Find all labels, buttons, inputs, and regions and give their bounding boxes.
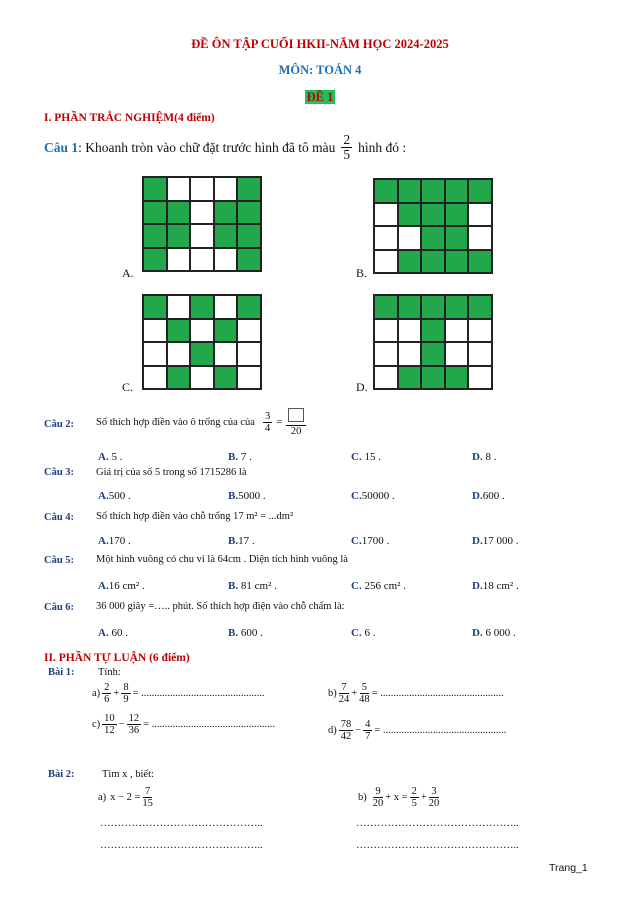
figure-a-label: A. [122, 266, 134, 280]
q5-text: Một hình vuông có chu vi là 64cm . Diện tích hình vuông là [96, 554, 348, 565]
q4-option-c[interactable]: C.1700 . [351, 535, 390, 547]
shaded-cell [167, 224, 191, 248]
shaded-cell [143, 224, 167, 248]
b2-text: Tìm x , biết: [102, 769, 154, 780]
shaded-cell [237, 177, 261, 201]
figure-a-grid [142, 176, 262, 272]
shaded-cell [421, 366, 445, 390]
shaded-cell [445, 295, 469, 319]
shaded-cell [421, 319, 445, 343]
q6-option-b[interactable]: B. 600 . [228, 627, 263, 639]
q2-option-b[interactable]: B. 7 . [228, 451, 252, 463]
shaded-cell [421, 250, 445, 274]
q5-option-b[interactable]: B. 81 cm² . [228, 580, 277, 592]
q2-text: Số thích hợp điền vào ô trống của của [96, 417, 255, 429]
grid-cell [374, 342, 398, 366]
shaded-cell [445, 179, 469, 203]
b1-item-c: c) $\frac{10}{12}$ − $\frac{12}{36}$ = ............................................... [92, 713, 276, 737]
part2-heading: II. PHẦN TỰ LUẬN (6 điểm) [44, 652, 190, 664]
grid-cell [167, 177, 191, 201]
shaded-cell [398, 295, 422, 319]
grid-cell [214, 177, 238, 201]
grid-cell [143, 342, 167, 366]
page-number: Trang_1 [549, 862, 588, 874]
b2-item-a: a) x − 2 = $\frac{7}{15}$ [98, 786, 153, 810]
shaded-cell [374, 295, 398, 319]
shaded-cell [237, 224, 261, 248]
page-title: ĐỀ ÔN TẬP CUỐI HKII-NĂM HỌC 2024-2025 [191, 37, 449, 51]
grid-cell [190, 366, 214, 390]
b2-b-line-2[interactable]: ……………………………………….. [356, 840, 519, 851]
q6-option-d[interactable]: D. 6 000 . [472, 627, 516, 639]
exam-code-wrap [0, 88, 640, 106]
grid-cell [214, 295, 238, 319]
q3-option-b[interactable]: B.5000 . [228, 490, 266, 502]
grid-cell [398, 342, 422, 366]
q2-line: Số thích hợp điền vào ô trống của của $\frac{3}{4}$ = 20 [96, 408, 308, 437]
q1-frac-den: 5 [343, 147, 351, 163]
shaded-cell [468, 250, 492, 274]
q5-label: Câu 5: [44, 555, 75, 566]
shaded-cell [374, 179, 398, 203]
q4-label: Câu 4: [44, 512, 75, 523]
q4-text: Số thích hợp điền vào chỗ trống 17 m² = ...dm² [96, 511, 294, 522]
shaded-cell [398, 179, 422, 203]
q1-label: Câu 1 [44, 139, 79, 155]
q2-option-c[interactable]: C. 15 . [351, 451, 381, 463]
q3-option-a[interactable]: A.500 . [98, 490, 131, 502]
shaded-cell [190, 295, 214, 319]
q6-option-a[interactable]: A. 60 . [98, 627, 128, 639]
q1-frac-num: 2 [343, 132, 351, 147]
shaded-cell [445, 366, 469, 390]
shaded-cell [398, 203, 422, 227]
q1-fraction [341, 133, 352, 162]
grid-cell [468, 226, 492, 250]
b1-item-a: a) $\frac{2}{6}$ + $\frac{8}{9}$ = ............................................... [92, 682, 265, 706]
q2-lhs-fraction [263, 411, 272, 434]
grid-cell [214, 342, 238, 366]
q2-lhs-den: 4 [264, 423, 271, 435]
grid-cell [167, 342, 191, 366]
q5-option-d[interactable]: D.18 cm² . [472, 580, 519, 592]
grid-cell [468, 342, 492, 366]
grid-cell [468, 366, 492, 390]
b1-text: Tính: [98, 667, 121, 678]
shaded-cell [167, 319, 191, 343]
grid-cell [190, 224, 214, 248]
figure-b-label: B. [356, 266, 368, 280]
shaded-cell [398, 250, 422, 274]
shaded-cell [237, 295, 261, 319]
subject-title: MÔN: TOÁN 4 [278, 63, 362, 77]
shaded-cell [190, 342, 214, 366]
b1-item-b: b) $\frac{7}{24}$ + $\frac{5}{48}$ = ............................................... [328, 682, 504, 706]
q3-label: Câu 3: [44, 467, 75, 478]
grid-cell [167, 248, 191, 272]
q6-text: 36 000 giây =….. phút. Số thích hợp điện vào chỗ chấm là: [96, 601, 345, 612]
q4-option-b[interactable]: B.17 . [228, 535, 255, 547]
grid-cell [374, 203, 398, 227]
q4-option-a[interactable]: A.170 . [98, 535, 131, 547]
grid-cell [468, 203, 492, 227]
q3-option-d[interactable]: D.600 . [472, 490, 505, 502]
q6-label: Câu 6: [44, 602, 75, 613]
figure-c-label: C. [122, 380, 134, 394]
shaded-cell [398, 366, 422, 390]
q5-option-c[interactable]: C. 256 cm² . [351, 580, 406, 592]
grid-cell [237, 342, 261, 366]
q1-text-after: hình đó : [358, 139, 407, 155]
shaded-cell [421, 179, 445, 203]
b1-a-blank[interactable]: = ............................................... [132, 688, 265, 700]
shaded-cell [445, 226, 469, 250]
shaded-cell [214, 224, 238, 248]
q2-rhs-fraction [286, 408, 306, 437]
grid-cell [374, 366, 398, 390]
q2-option-d[interactable]: D. 8 . [472, 451, 497, 463]
b2-b-line-1[interactable]: ……………………………………….. [356, 818, 519, 829]
shaded-cell [421, 342, 445, 366]
grid-cell [445, 342, 469, 366]
grid-cell [190, 177, 214, 201]
q5-option-a[interactable]: A.16 cm² . [98, 580, 145, 592]
exam-code: ĐỀ 1 [306, 90, 334, 104]
q3-option-c[interactable]: C.50000 . [351, 490, 395, 502]
q3-text: Giá trị của số 5 trong số 1715286 là [96, 467, 247, 478]
shaded-cell [237, 201, 261, 225]
shaded-cell [421, 295, 445, 319]
grid-cell [190, 201, 214, 225]
q2-lhs-num: 3 [264, 411, 271, 422]
q4-option-d[interactable]: D.17 000 . [472, 535, 519, 547]
shaded-cell [167, 201, 191, 225]
grid-cell [190, 319, 214, 343]
b1-b-blank[interactable]: = ............................................... [371, 688, 504, 700]
b2-label: Bài 2: [48, 769, 75, 780]
shaded-cell [237, 248, 261, 272]
figure-d-grid [373, 294, 493, 390]
shaded-cell [143, 201, 167, 225]
figure-b-grid [373, 178, 493, 274]
shaded-cell [167, 366, 191, 390]
b1-d-blank[interactable]: = ............................................... [374, 725, 507, 737]
grid-cell [398, 226, 422, 250]
grid-cell [445, 319, 469, 343]
grid-cell [167, 295, 191, 319]
b1-item-d: d) $\frac{78}{42}$ − $\frac{4}{7}$ = ............................................... [328, 719, 507, 743]
grid-cell [214, 248, 238, 272]
q2-blank-box[interactable] [286, 408, 306, 426]
q2-option-a[interactable]: A. 5 . [98, 451, 123, 463]
shaded-cell [468, 179, 492, 203]
shaded-cell [143, 177, 167, 201]
b1-c-blank[interactable]: = ............................................... [143, 719, 276, 731]
grid-cell [190, 248, 214, 272]
shaded-cell [214, 201, 238, 225]
grid-cell [143, 319, 167, 343]
grid-cell [143, 366, 167, 390]
shaded-cell [421, 203, 445, 227]
grid-cell [237, 366, 261, 390]
shaded-cell [445, 203, 469, 227]
shaded-cell [421, 226, 445, 250]
figure-d-label: D. [356, 380, 368, 394]
shaded-cell [214, 319, 238, 343]
grid-cell [374, 226, 398, 250]
q2-rhs-den: 20 [290, 426, 302, 438]
grid-cell [374, 250, 398, 274]
b2-a-line-2[interactable]: ……………………………………….. [100, 840, 263, 851]
shaded-cell [445, 250, 469, 274]
q6-option-c[interactable]: C. 6 . [351, 627, 376, 639]
shaded-cell [143, 295, 167, 319]
grid-cell [237, 319, 261, 343]
part1-heading: I. PHẦN TRẮC NGHIỆM(4 điểm) [44, 112, 215, 124]
b1-label: Bài 1: [48, 667, 75, 678]
q1-text: : Khoanh tròn vào chữ đặt trước hình đã tô màu [78, 139, 336, 155]
figure-c-grid [142, 294, 262, 390]
shaded-cell [143, 248, 167, 272]
b2-item-b: b) $\frac{9}{20}$ + x = $\frac{2}{5}$ + $\frac{3}{20}$ [358, 786, 440, 810]
q1-line [44, 133, 406, 162]
grid-cell [398, 319, 422, 343]
grid-cell [468, 319, 492, 343]
grid-cell [374, 319, 398, 343]
q2-label: Câu 2: [44, 419, 75, 430]
shaded-cell [468, 295, 492, 319]
shaded-cell [214, 366, 238, 390]
b2-a-line-1[interactable]: ……………………………………….. [100, 818, 263, 829]
